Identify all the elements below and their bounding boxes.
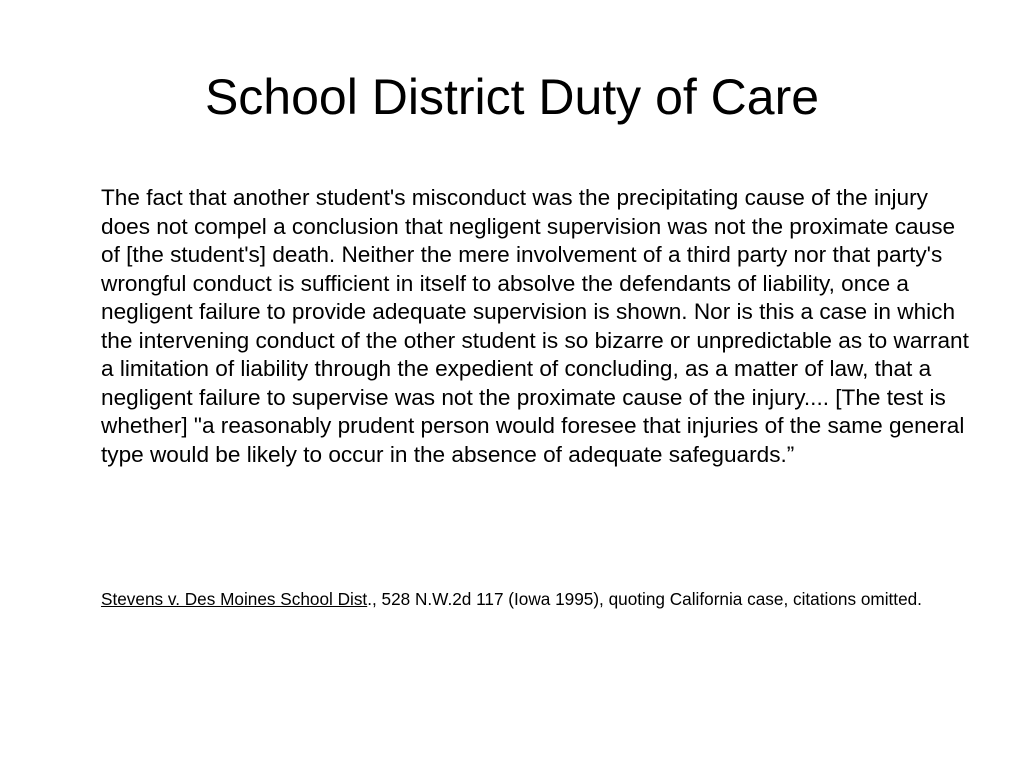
- citation-details: ., 528 N.W.2d 117 (Iowa 1995), quoting California case, citations omitted.: [367, 589, 922, 609]
- quoted-passage: The fact that another student's misconduct was the precipitating cause of the injury does not compel a conclusion that negligent supervision was not the proximate cause of [the student's] death. Neither the mere involvement of a third party nor that party's wrongful conduct is sufficient in itself to absolve the defendants of liability, once a negligent failure to provide adequate supervision is shown. Nor is this a case in which the intervening conduct of the other student is so bizarre or unpredictable as to warrant a limitation of liability through the expedient of concluding, as a matter of law, that a negligent failure to supervise was not the proximate cause of the injury.... [The test is whether] "a reasonably prudent person would foresee that injuries of the same general type would be likely to occur in the absence of adequate safeguards.”: [101, 185, 969, 467]
- citation: [101, 589, 961, 610]
- citation-case-name: Stevens v. Des Moines School Dist: [101, 589, 368, 609]
- slide-title: School District Duty of Care: [204, 69, 820, 125]
